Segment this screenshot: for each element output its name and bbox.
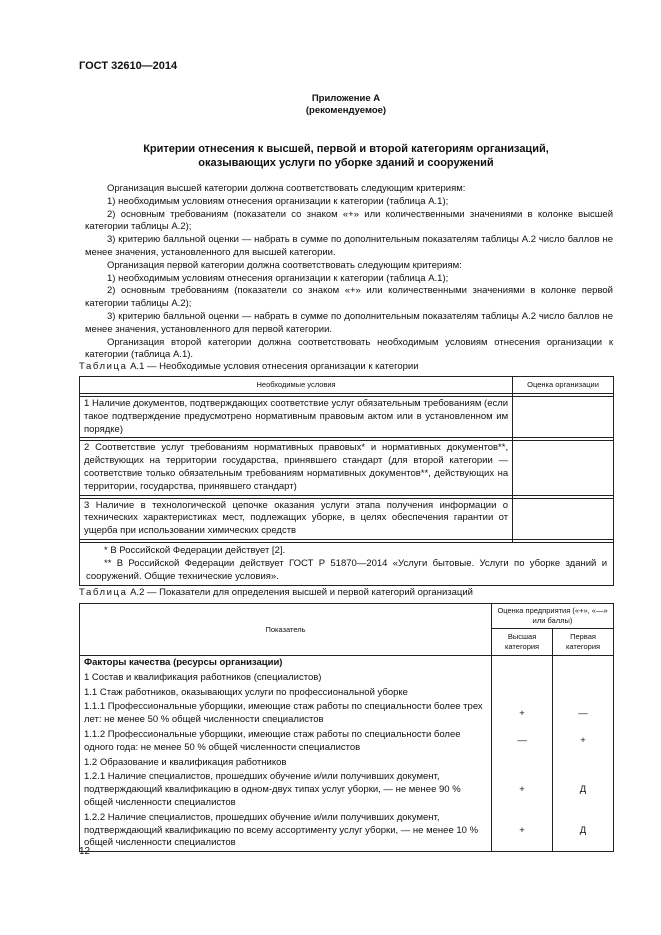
- table2-caption-prefix: Таблица: [79, 587, 128, 598]
- body-text: [85, 183, 613, 362]
- table-row: [80, 397, 614, 438]
- indicator-cell: 1.1.1 Профессиональные уборщики, имеющие стаж работы по специальности более трех лет: не менее 50 % общей численности специалистов: [80, 700, 492, 728]
- assessment-cell: [513, 441, 614, 495]
- col-header-highest: Высшая категория: [492, 629, 553, 656]
- table-header-row: [80, 604, 614, 629]
- col-header-conditions: Необходимые условия: [80, 377, 513, 394]
- table-notes: [80, 542, 614, 585]
- table-row: [80, 811, 614, 852]
- paragraph: 3) критерию балльной оценки — набрать в сумме по дополнительным показателям таблицы А.2 число баллов не менее значения, установленного для высшей категории.: [85, 234, 613, 258]
- highest-category-cell: +: [492, 811, 553, 852]
- appendix-title: Приложение А: [311, 93, 381, 104]
- first-category-cell: —: [553, 700, 614, 728]
- appendix-subtitle: (рекомендуемое): [305, 105, 387, 116]
- col-header-indicator: Показатель: [80, 604, 492, 656]
- paragraph: Организация второй категории должна соответствовать необходимым условиям отнесения организации к категории (таблица А.1).: [85, 336, 613, 361]
- first-category-cell: [553, 756, 614, 771]
- table-notes-row: [80, 542, 614, 585]
- first-category-cell: Д: [553, 770, 614, 810]
- indicator-cell: 1.2.1 Наличие специалистов, прошедших обучение и/или получивших документ, подтверждающий квалификацию в одном-двух типах услуг уборки, — не менее 90 % общей численности специалистов: [80, 770, 492, 810]
- indicator-cell: 1.2.2 Наличие специалистов, прошедших обучение и/или получивших документ, подтверждающий квалификацию по всему ассортименту услуг уборки, — не менее 10 % общей численности специалистов: [80, 811, 492, 852]
- col-header-assessment: Оценка организации: [513, 377, 614, 394]
- table-row: [80, 700, 614, 728]
- appendix-heading: [79, 142, 613, 170]
- first-category-cell: Д: [553, 811, 614, 852]
- table-row: [80, 728, 614, 756]
- highest-category-cell: [492, 686, 553, 701]
- page-number: 12: [79, 846, 91, 857]
- col-header-first: Первая категория: [553, 629, 614, 656]
- paragraph: 1) необходимым условиям отнесения организации к категории (таблица А.1);: [107, 195, 449, 207]
- highest-category-cell: [492, 756, 553, 771]
- highest-category-cell: +: [492, 770, 553, 810]
- table-row: [80, 656, 614, 671]
- appendix-heading-line1: Критерии отнесения к высшей, первой и второй категориям организаций,: [143, 143, 549, 155]
- condition-cell: 2 Соответствие услуг требованиям нормативных правовых* и нормативных документов**, действующих на территории государства, принявшего стандарт (для второй категории — соответствие только обязательным требованиям нормативных документов**, действующих на территории, государства, принявшего стандарт): [80, 441, 513, 495]
- standard-number: ГОСТ 32610—2014: [79, 60, 178, 72]
- indicator-cell: 1.1.2 Профессиональные уборщики, имеющие стаж работы по специальности более одного года: не менее 50 % общей численности специалистов: [80, 728, 492, 756]
- appendix-heading-line2: оказывающих услуги по уборке зданий и сооружений: [198, 157, 494, 169]
- table-row: [80, 671, 614, 686]
- table-row: [80, 441, 614, 495]
- table-row: [80, 756, 614, 771]
- first-category-cell: [553, 671, 614, 686]
- table-a2: [79, 603, 614, 852]
- highest-category-cell: [492, 671, 553, 686]
- first-category-cell: [553, 686, 614, 701]
- footnote-1: * В Российской Федерации действует [2].: [104, 544, 286, 556]
- table1-caption-prefix: Таблица: [79, 361, 128, 372]
- paragraph: Организация первой категории должна соответствовать следующим критериям:: [107, 259, 462, 271]
- table-header-row: [80, 377, 614, 394]
- footnote-2: ** В Российской Федерации действует ГОСТ Р 51870—2014 «Услуги бытовые. Услуги по уборке зданий и сооружений. Общие технические условия».: [86, 557, 607, 582]
- table-row: [80, 770, 614, 810]
- highest-category-cell: —: [492, 728, 553, 756]
- table-body: [80, 656, 614, 852]
- first-category-cell: +: [553, 728, 614, 756]
- table1-caption: [79, 361, 419, 374]
- table-row: [80, 686, 614, 701]
- highest-category-cell: [492, 656, 553, 671]
- highest-category-cell: +: [492, 700, 553, 728]
- condition-cell: 3 Наличие в технологической цепочке оказания услуги этапа получения информации о технических характеристиках мест, подлежащих уборке, в целях обеспечения гарантии от ущерба при использовании химических средств: [80, 498, 513, 539]
- assessment-cell: [513, 498, 614, 539]
- paragraph: 3) критерию балльной оценки — набрать в сумме по дополнительным показателям таблицы А.2 число баллов не менее значения, установленного для первой категории.: [85, 310, 613, 335]
- table1-caption-text: А.1 — Необходимые условия отнесения организации к категории: [127, 361, 419, 372]
- table2-caption: [79, 587, 473, 600]
- table-a1: [79, 376, 614, 586]
- condition-cell: 1 Наличие документов, подтверждающих соответствие услуг обязательным требованиям (если такое подтверждение предусмотрено нормативным правовым актом или в установленном им порядке): [80, 397, 513, 438]
- paragraph: 2) основным требованиям (показатели со знаком «+» или количественными значениями в колонке первой категории таблицы А.2);: [85, 285, 613, 310]
- indicator-cell: 1 Состав и квалификация работников (специалистов): [80, 671, 492, 686]
- first-category-cell: [553, 656, 614, 671]
- paragraph: 1) необходимым условиям отнесения организации к категории (таблица А.1);: [107, 272, 449, 284]
- table2-caption-text: А.2 — Показатели для определения высшей и первой категорий организаций: [127, 587, 473, 598]
- table-row: [80, 498, 614, 539]
- col-header-group: Оценка предприятия («+», «—» или баллы): [492, 604, 614, 629]
- indicator-cell: Факторы качества (ресурсы организации): [80, 656, 492, 671]
- indicator-cell: 1.2 Образование и квалификация работников: [80, 756, 492, 771]
- paragraph: 2) основным требованиям (показатели со знаком «+» или количественными значениями в колонке высшей категории таблицы А.2);: [85, 208, 613, 233]
- paragraph: Организация высшей категории должна соответствовать следующим критериям:: [107, 183, 466, 194]
- indicator-cell: 1.1 Стаж работников, оказывающих услуги по профессиональной уборке: [80, 686, 492, 701]
- assessment-cell: [513, 397, 614, 438]
